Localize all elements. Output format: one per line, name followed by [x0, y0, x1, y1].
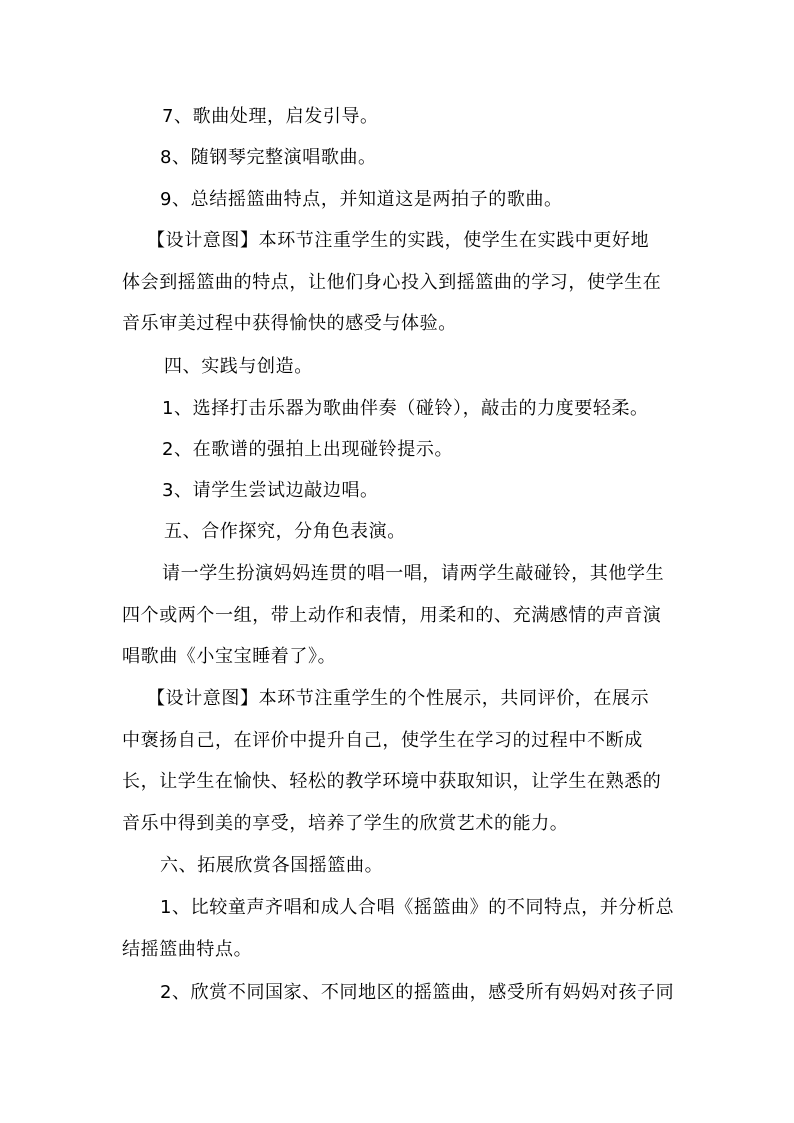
text-line: 体会到摇篮曲的特点，让他们身心投入到摇篮曲的学习，使学生在	[122, 272, 662, 293]
text-line: 四个或两个一组，带上动作和表情，用柔和的、充满感情的声音演	[122, 605, 662, 626]
text-line: 音乐中得到美的享受，培养了学生的欣赏艺术的能力。	[122, 813, 569, 834]
text-line: 7、歌曲处理，启发引导。	[162, 106, 379, 127]
text-line: 长，让学生在愉快、轻松的教学环境中获取知识，让学生在熟悉的	[122, 771, 662, 792]
text-line: 请一学生扮演妈妈连贯的唱一唱，请两学生敲碰铃，其他学生	[162, 563, 665, 584]
section-heading: 五、合作探究，分角色表演。	[164, 521, 406, 542]
text-line: 9、总结摇篮曲特点，并知道这是两拍子的歌曲。	[160, 189, 563, 210]
text-line: 2、在歌谱的强拍上出现碰铃提示。	[162, 439, 454, 460]
text-line: 1、比较童声齐唱和成人合唱《摇篮曲》的不同特点，并分析总	[160, 897, 675, 918]
text-line: 唱歌曲《小宝宝睡着了》。	[122, 646, 337, 667]
text-line: 中褒扬自己，在评价中提升自己，使学生在学习的过程中不断成	[122, 730, 643, 751]
text-line: 【设计意图】本环节注重学生的个性展示，共同评价，在展示	[147, 688, 650, 709]
text-line: 8、随钢琴完整演唱歌曲。	[160, 147, 377, 168]
section-heading: 六、拓展欣赏各国摇篮曲。	[160, 855, 384, 876]
text-line: 【设计意图】本环节注重学生的实践，使学生在实践中更好地	[147, 230, 650, 251]
text-line: 3、请学生尝试边敲边唱。	[162, 480, 379, 501]
text-line: 2、欣赏不同国家、不同地区的摇篮曲，感受所有妈妈对孩子同	[160, 982, 675, 1003]
section-heading: 四、实践与创造。	[164, 356, 313, 377]
text-line: 音乐审美过程中获得愉快的感受与体验。	[122, 313, 457, 334]
text-line: 1、选择打击乐器为歌曲伴奏（碰铃），敲击的力度要轻柔。	[162, 398, 649, 419]
text-line: 结摇篮曲特点。	[122, 939, 253, 960]
